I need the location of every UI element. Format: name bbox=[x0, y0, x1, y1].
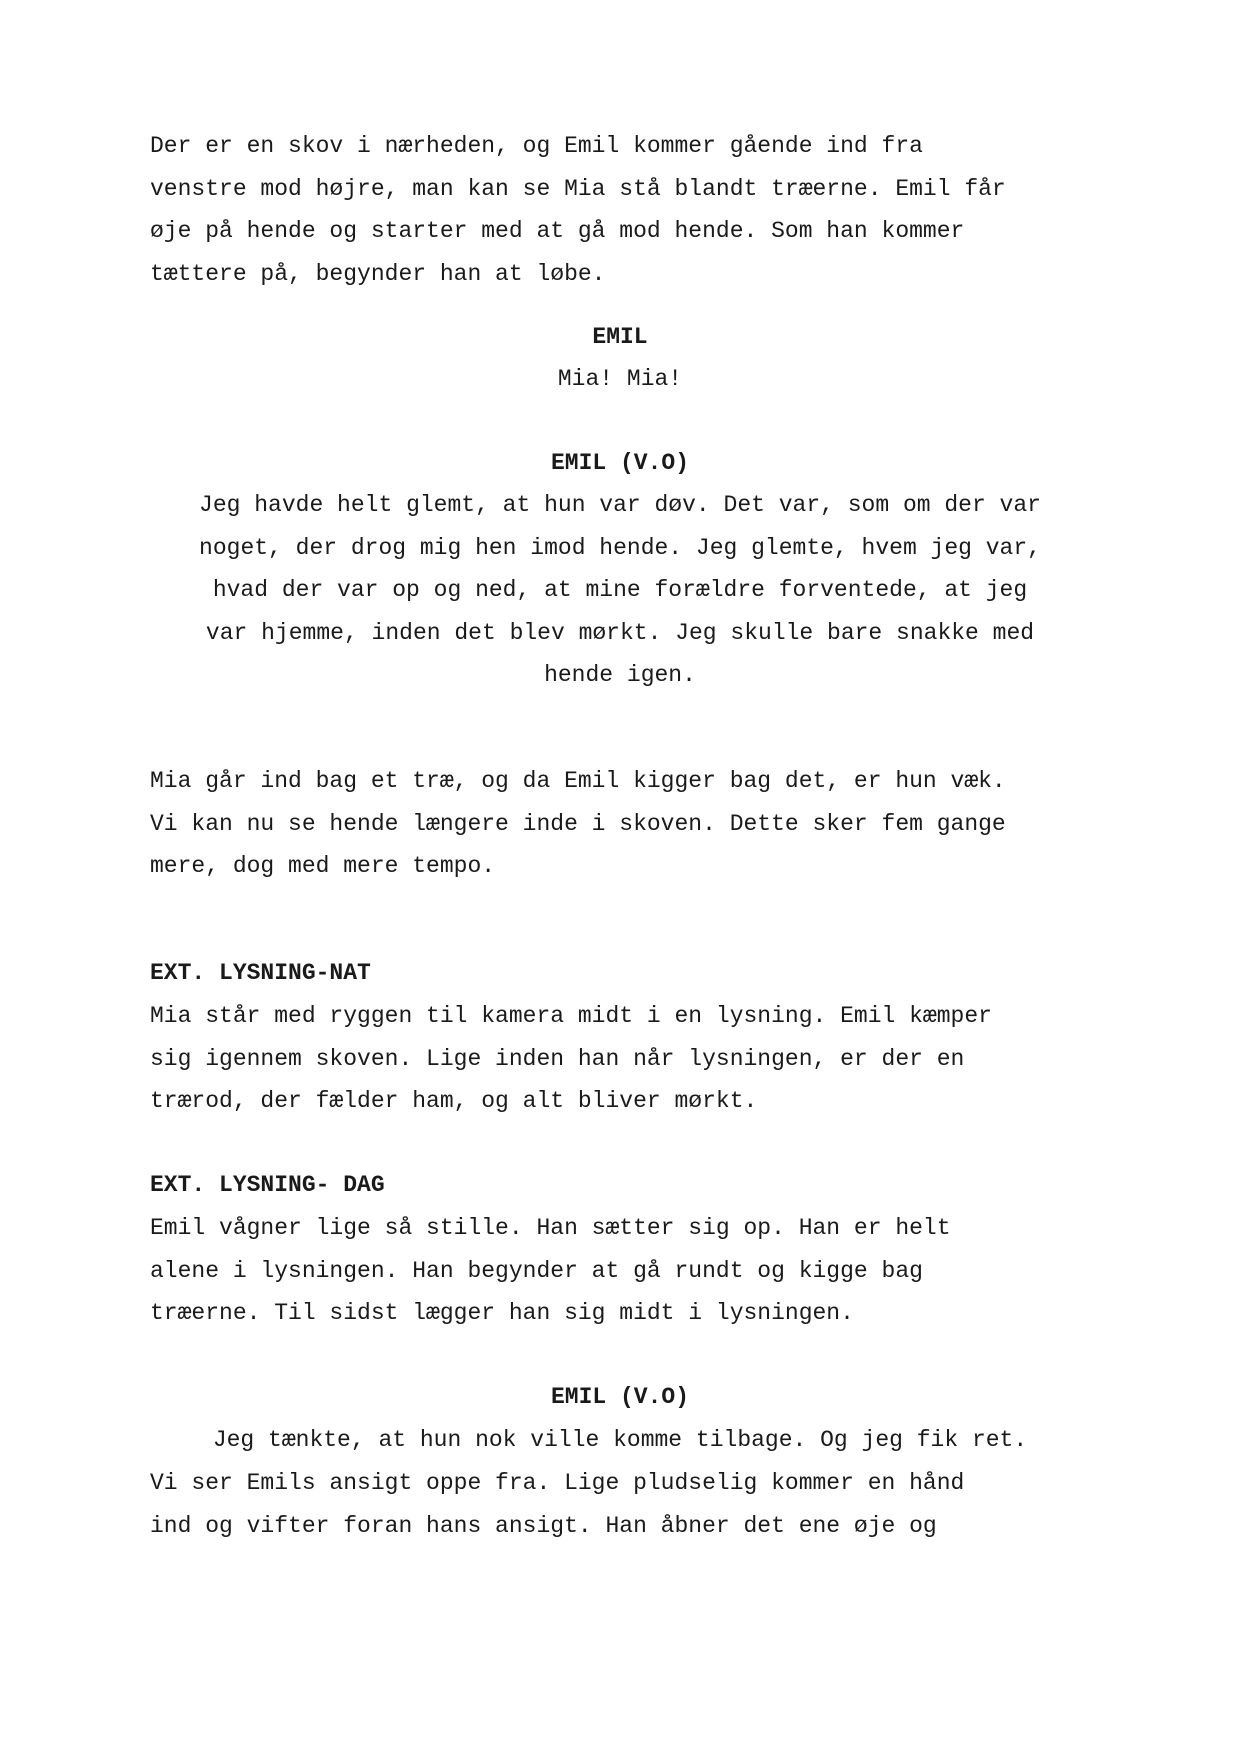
action-paragraph-2 bbox=[150, 760, 1006, 888]
dialogue-line: noget, der drog mig hen imod hende. Jeg glemte, hvem jeg var, bbox=[199, 534, 1041, 561]
action-line: Mia står med ryggen til kamera midt i en lysning. Emil kæmper bbox=[150, 1003, 992, 1029]
action-line: trærod, der fælder ham, og alt bliver mørkt. bbox=[150, 1088, 758, 1114]
action-line: øje på hende og starter med at gå mod hende. Som han kommer bbox=[150, 218, 965, 244]
action-line: Der er en skov i nærheden, og Emil kommer gående ind fra bbox=[150, 133, 923, 159]
dialogue-line: hende igen. bbox=[544, 662, 696, 688]
dialogue-block-1 bbox=[150, 358, 1090, 401]
character-cue-emil-vo: EMIL (V.O) bbox=[550, 450, 690, 476]
action-paragraph-5 bbox=[150, 1462, 964, 1547]
action-line: sig igennem skoven. Lige inden han når lysningen, er der en bbox=[150, 1045, 965, 1072]
action-line: venstre mod højre, man kan se Mia stå blandt træerne. Emil får bbox=[150, 175, 1006, 202]
action-paragraph-1 bbox=[150, 125, 1006, 295]
action-line: tættere på, begynder han at løbe. bbox=[150, 260, 606, 287]
action-paragraph-3 bbox=[150, 995, 992, 1123]
dialogue-block-3 bbox=[150, 1419, 1090, 1462]
action-line: Vi kan nu se hende længere inde i skoven. Dette sker fem gange bbox=[150, 810, 1006, 837]
action-line: Mia går ind bag et træ, og da Emil kigger bag det, er hun væk. bbox=[150, 768, 1006, 794]
action-paragraph-4 bbox=[150, 1207, 951, 1335]
action-line: Emil vågner lige så stille. Han sætter sig op. Han er helt bbox=[150, 1215, 951, 1241]
scene-heading-2: EXT. LYSNING- DAG bbox=[150, 1172, 385, 1198]
action-line: mere, dog med mere tempo. bbox=[150, 853, 496, 879]
dialogue-line: hvad der var op og ned, at mine forældre forventede, at jeg bbox=[212, 577, 1028, 603]
dialogue-line: Jeg havde helt glemt, at hun var døv. Det var, som om der var bbox=[199, 492, 1041, 518]
scene-heading-1: EXT. LYSNING-NAT bbox=[150, 960, 371, 986]
dialogue-line: Mia! Mia! bbox=[557, 366, 683, 392]
action-line: Vi ser Emils ansigt oppe fra. Lige pludselig kommer en hånd bbox=[150, 1470, 965, 1496]
character-cue-emil-vo: EMIL (V.O) bbox=[550, 1384, 690, 1410]
dialogue-line: Jeg tænkte, at hun nok ville komme tilbage. Og jeg fik ret. bbox=[212, 1427, 1028, 1453]
dialogue-line: var hjemme, inden det blev mørkt. Jeg skulle bare snakke med bbox=[205, 619, 1035, 646]
action-line: alene i lysningen. Han begynder at gå rundt og kigge bag bbox=[150, 1257, 923, 1284]
action-line: ind og vifter foran hans ansigt. Han åbner det ene øje og bbox=[150, 1512, 937, 1539]
dialogue-block-2 bbox=[150, 484, 1090, 697]
character-cue-emil: EMIL bbox=[592, 324, 648, 350]
action-line: træerne. Til sidst lægger han sig midt i lysningen. bbox=[150, 1300, 854, 1326]
